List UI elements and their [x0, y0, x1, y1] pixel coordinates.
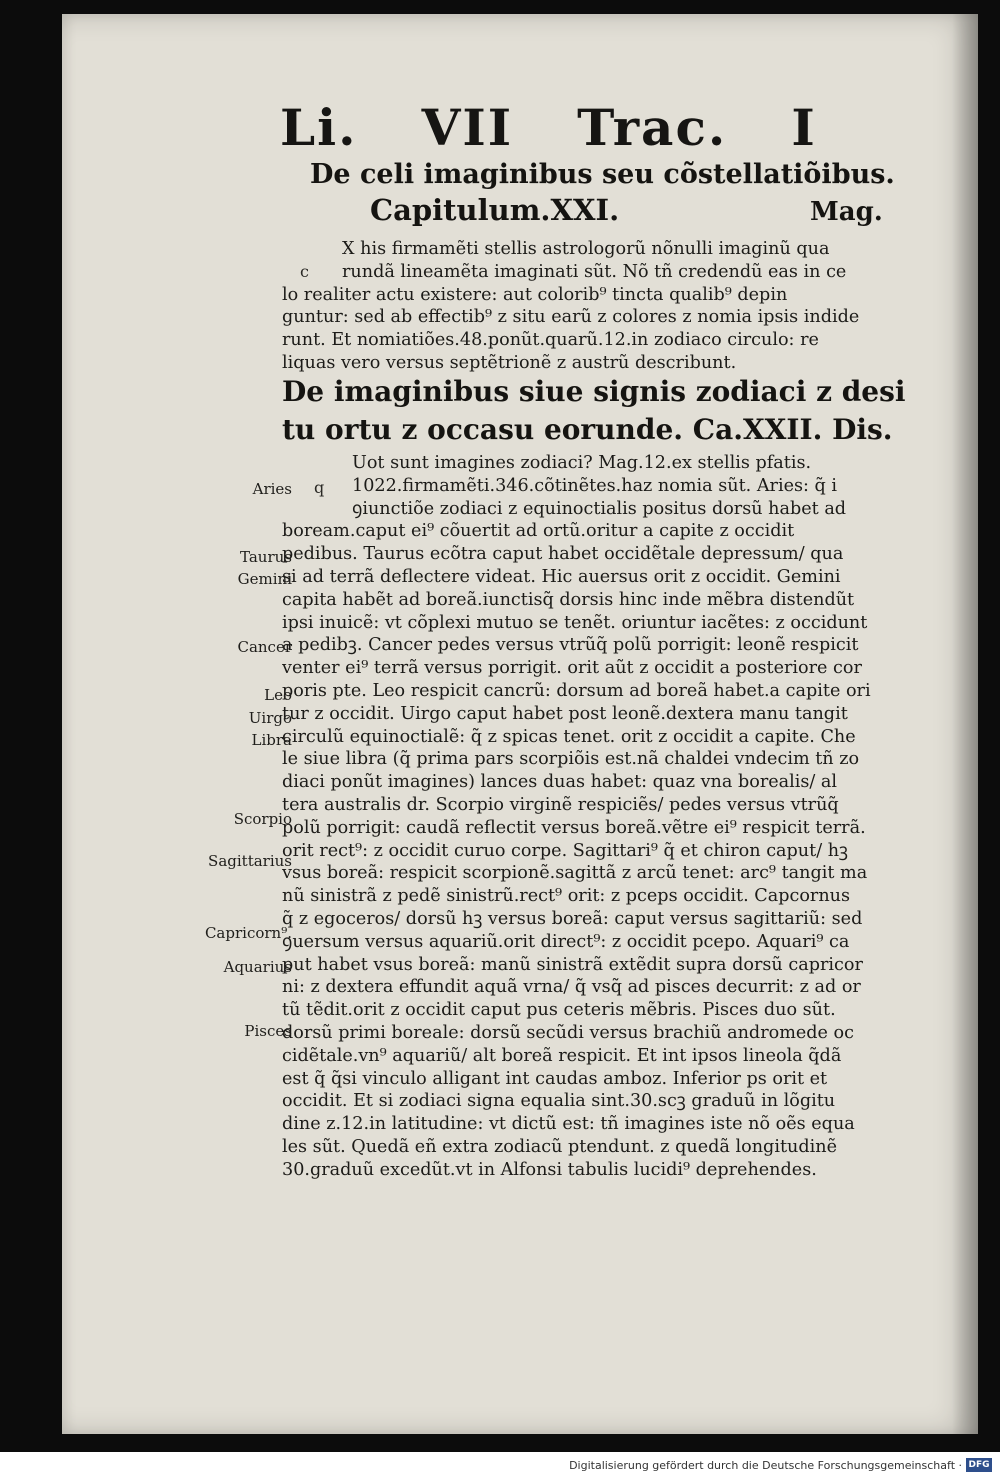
text-line: ꝯiunctiõe zodiaci z equinoctialis positus dorsũ habet ad: [352, 498, 847, 519]
running-head-tract-number: I: [791, 98, 817, 157]
footer-credit: Digitalisierung gefördert durch die Deutsche Forschungsgemeinschaft ·: [569, 1459, 962, 1472]
text-line: occidit. Et si zodiaci signa equalia sint.30.scꝫ graduũ in lõgitu: [282, 1091, 836, 1112]
margin-note-pisces: Pisces: [244, 1022, 292, 1040]
text-line: circulũ equinoctialẽ: q̃ z spicas tenet. orit z occidit a capite. Che: [282, 726, 856, 747]
chapter-22-title-line1: De imaginibus siue signis zodiaci z desi: [282, 375, 906, 408]
text-line: lo realiter actu existere: aut colorib⁹ tincta qualib⁹ depin: [282, 284, 788, 305]
text-line: cidẽtale.vn⁹ aquariũ/ alt boreã respicit. Et int ipsos lineola q̃dã: [282, 1045, 842, 1066]
text-line: 1022.firmamẽti.346.cõtinẽtes.haz nomia sũt. Aries: q̃ i: [352, 475, 838, 496]
chapter-22-text: [282, 452, 922, 1182]
dfg-logo-icon: DFG: [966, 1458, 992, 1472]
margin-note-scorpio: Scorpio: [233, 810, 292, 828]
text-line: Uot sunt imagines zodiaci? Mag.12.ex stellis pfatis.: [352, 453, 812, 473]
text-line: le siue libra (q̃ prima pars scorpiõis est.nã chaldei vndecim tñ zo: [282, 749, 860, 770]
text-line: put habet vsus boreã: manũ sinistrã extẽdit supra dorsũ capricor: [282, 954, 863, 975]
margin-note-cancer: Cancer: [237, 638, 292, 656]
text-line: polũ porrigit: caudã reflectit versus boreã.vẽtre ei⁹ respicit terrã.: [282, 817, 866, 838]
text-line: capita habẽt ad boreã.iunctisq̃ dorsis hinc inde mẽbra distendũt: [282, 589, 855, 610]
chapter-21-speaker: Mag.: [810, 197, 883, 227]
margin-note-leo: Leo: [264, 686, 292, 704]
chapter-21-title: De celi imaginibus seu cõstellatiõibus.: [310, 159, 895, 190]
text-line: les sũt. Quedã eñ extra zodiacũ ptendunt. z quedã longitudinẽ: [282, 1136, 837, 1157]
margin-note-libra: Libra: [251, 731, 292, 749]
chapter-21-label: Capitulum.XXI.: [370, 193, 620, 227]
text-line: venter ei⁹ terrã versus porrigit. orit aũt z occidit a posteriore cor: [282, 658, 862, 679]
text-line: 30.graduũ excedũt.vt in Alfonsi tabulis lucidi⁹ deprehendes.: [282, 1159, 817, 1180]
lombard-guide-letter: q: [314, 478, 325, 497]
text-line: est q̃ q̃si vinculo alligant int caudas amboz. Inferior ps orit et: [282, 1068, 828, 1089]
text-line: ꝯuersum versus aquariũ.orit direct⁹: z occidit pcepo. Aquari⁹ ca: [282, 931, 850, 952]
chapter-21-text: [282, 238, 922, 375]
text-line: tur z occidit. Uirgo caput habet post leonẽ.dextera manu tangit: [282, 703, 848, 724]
text-line: runt. Et nomiatiões.48.ponũt.quarũ.12.in zodiaco circulo: re: [282, 330, 819, 351]
text-line: dine z.12.in latitudine: vt dictũ est: tñ imagines iste nõ oẽs equa: [282, 1114, 855, 1135]
chapter-22-title-line2: tu ortu z occasu eorunde. Ca.XXII. Dis.: [282, 413, 893, 446]
text-line: q̃ z egoceros/ dorsũ hꝫ versus boreã: caput versus sagittariũ: sed: [282, 908, 863, 929]
digitization-footer: [0, 1452, 1000, 1480]
text-line: dorsũ primi boreale: dorsũ secũdi versus brachiũ andromede oc: [282, 1022, 855, 1043]
text-line: tũ tẽdit.orit z occidit caput pus ceteris mẽbris. Pisces duo sũt.: [282, 1000, 836, 1021]
text-line: ni: z dextera effundit aquã vrna/ q̃ vsq̃ ad pisces decurrit: z ad or: [282, 977, 861, 998]
margin-note-virgo: Uirgo: [248, 709, 292, 727]
text-line: boream.caput ei⁹ cõuertit ad ortũ.oritur a capite z occidit: [282, 521, 795, 542]
margin-note-aquarius: Aquarius: [223, 958, 292, 976]
margin-note-aries: Aries: [252, 480, 292, 498]
text-line: rundã lineamẽta imaginati sũt. Nõ tñ credendũ eas in ce: [342, 261, 847, 282]
text-line: liquas vero versus septẽtrionẽ z austrũ describunt.: [282, 352, 737, 373]
text-line: ipsi inuicẽ: vt cõplexi mutuo se tenẽt. oriuntur iacẽtes: z occidunt: [282, 612, 868, 633]
text-line: a pedibꝫ. Cancer pedes versus vtrũq̃ polũ porrigit: leonẽ respicit: [282, 635, 859, 656]
margin-note-sagittarius: Sagittarius: [208, 852, 292, 870]
lombard-guide-letter: c: [300, 262, 309, 281]
margin-note-taurus: Taurus: [240, 548, 292, 566]
running-head-book: Li.: [280, 98, 358, 157]
text-line: nũ sinistrã z pedẽ sinistrũ.rect⁹ orit: z pceps occidit. Capcornus: [282, 886, 851, 907]
text-line: X his firmamẽti stellis astrologorũ nõnulli imaginũ qua: [342, 239, 830, 259]
text-line: vsus boreã: respicit scorpionẽ.sagittã z arcũ tenet: arc⁹ tangit ma: [282, 863, 868, 884]
running-head-book-number: VII: [421, 98, 514, 157]
margin-note-capricorn: Capricorn⁹.: [204, 924, 292, 942]
running-head: [280, 98, 817, 157]
text-line: poris pte. Leo respicit cancrũ: dorsum ad boreã habet.a capite ori: [282, 680, 871, 701]
text-line: pedibus. Taurus ecõtra caput habet occidẽtale depressum/ qua: [282, 544, 844, 565]
margin-note-gemini: Gemini: [237, 570, 292, 588]
text-line: tera australis dr. Scorpio virginẽ respiciẽs/ pedes versus vtrũq̃: [282, 794, 839, 815]
text-line: si ad terrã deflectere videat. Hic auersus orit z occidit. Gemini: [282, 566, 841, 587]
running-head-tract: Trac.: [577, 98, 728, 157]
text-line: diaci ponũt imagines) lances duas habet: quaz vna borealis/ al: [282, 772, 838, 793]
text-line: orit rect⁹: z occidit curuo corpe. Sagittari⁹ q̃ et chiron caput/ hꝫ: [282, 840, 849, 861]
text-line: guntur: sed ab effectib⁹ z situ earũ z colores z nomia ipsis indide: [282, 307, 860, 328]
